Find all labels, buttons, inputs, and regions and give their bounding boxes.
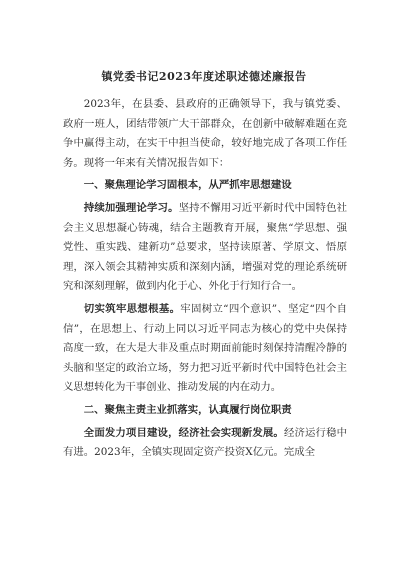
section1-paragraph2-lead: 切实筑牢思想根基。 bbox=[83, 302, 181, 315]
section1-paragraph1-lead: 持续加强理论学习。 bbox=[83, 201, 179, 214]
intro-paragraph: 2023年，在县委、县政府的正确领导下，我与镇党委、政府一班人，团结带领广大干部群众，在创新中破解难题在竞争中赢得主动，在实干中担当使命，较好地完成了各项工作任务。现将一年来有关情况报告如下： bbox=[63, 98, 347, 169]
document-title: 镇党委书记2023年度述职述德述廉报告 bbox=[101, 70, 307, 83]
section2-paragraph1 bbox=[63, 424, 347, 463]
section1-paragraph2-text: 牢固树立“四个意识”、坚定“四个自信”，在思想上、行动上同以习近平同志为核心的党中央保持高度一致，在大是大非及重点时期面前能时刻保持清醒冷静的头脑和坚定的政治立场，努力把习近平新时代中国特色社会主义思想转化为干事创业、推动发展的内在动力。 bbox=[63, 302, 348, 394]
section2-paragraph1-lead: 全面发力项目建设，经济社会实现新发展。 bbox=[83, 426, 284, 439]
section1-heading: 一、聚焦理论学习固根本，从严抓牢思想建设 bbox=[83, 179, 292, 192]
section1-paragraph2 bbox=[63, 300, 347, 398]
document-body bbox=[63, 95, 347, 466]
section1-paragraph1-text: 坚持不懈用习近平新时代中国特色社会主义思想凝心铸魂，结合主题教育开展，聚焦“学思想、强党性、重实践、建新功”总要求，坚持读原著、学原文、悟原理，深入领会其精神实质和深刻内涵，增强对党的理论系统研究和深刻理解，做到内化于心、外化于行知行合一。 bbox=[63, 201, 348, 293]
section2-heading: 二、聚焦主责主业抓落实，认真履行岗位职责 bbox=[83, 403, 292, 416]
section2-paragraph1-text: 经济运行稳中有进。2023年，全镇实现固定资产投资X亿元。完成全 bbox=[63, 426, 348, 459]
section1-paragraph1 bbox=[63, 199, 347, 297]
